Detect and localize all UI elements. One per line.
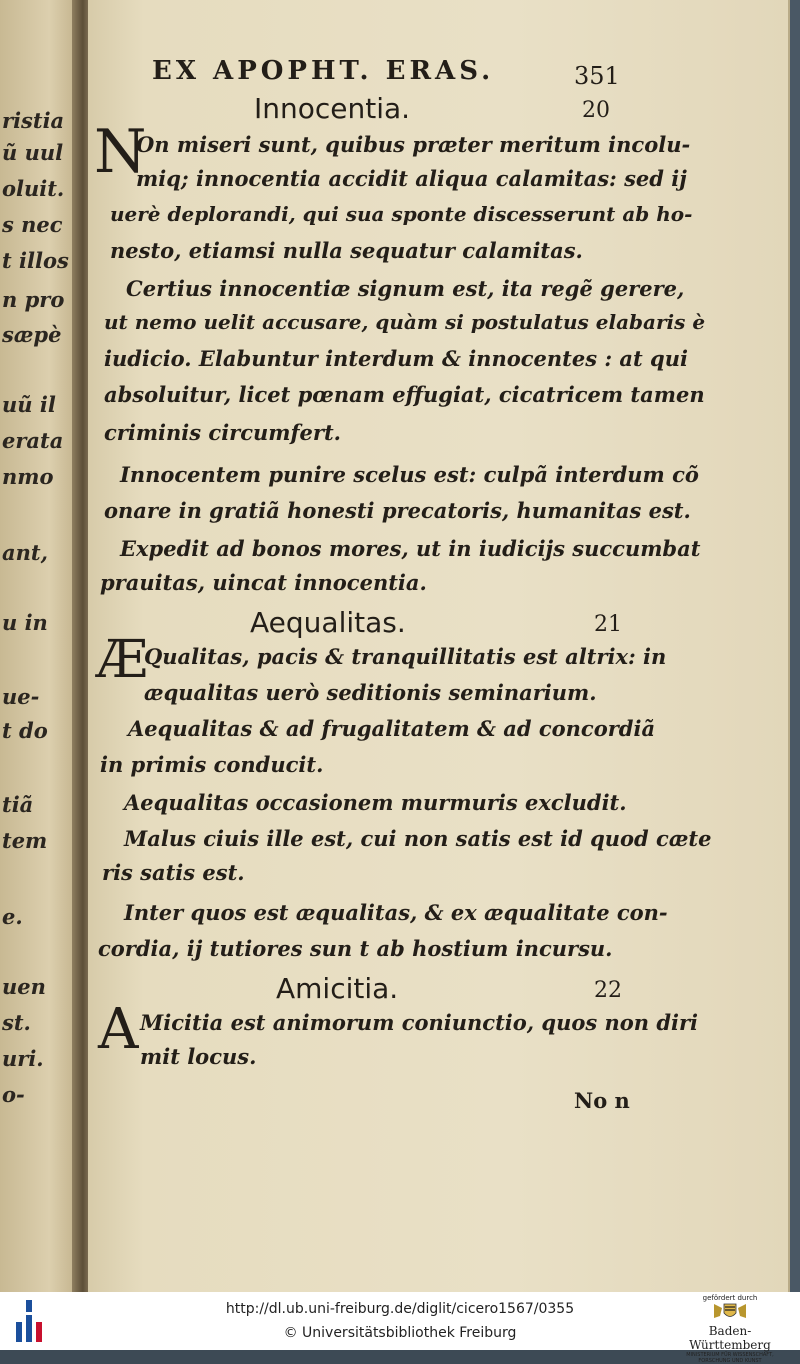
left-fragment: ristia xyxy=(2,108,65,133)
left-fragment: u in xyxy=(2,610,48,635)
text-line: Expedit ad bonos mores, ut in iudicijs succumbat xyxy=(120,536,701,561)
left-fragment: tiã xyxy=(2,792,34,817)
text-line: onare in gratiã honesti precatoris, humanitas est. xyxy=(104,498,691,523)
left-fragment: uũ il xyxy=(2,392,56,417)
text-line: nesto, etiamsi nulla sequatur calamitas. xyxy=(110,238,583,263)
text-line: miq; innocentia accidit aliqua calamitas: sed ij xyxy=(136,166,687,191)
coat-of-arms-icon xyxy=(710,1302,750,1320)
copyright-text: © Universitätsbibliothek Freiburg xyxy=(283,1325,517,1341)
text-line: Qualitas, pacis & tranquillitatis est altrix: in xyxy=(144,644,667,669)
left-fragment: o- xyxy=(2,1082,25,1107)
left-fragment: ant, xyxy=(2,540,48,565)
text-line: in primis conducit. xyxy=(100,752,324,777)
text-line: Aequalitas occasionem murmuris excludit. xyxy=(124,790,627,815)
text-line: prauitas, uincat innocentia. xyxy=(100,570,427,595)
section-title: Amicitia. xyxy=(276,972,399,1005)
text-line: mit locus. xyxy=(140,1044,257,1069)
text-line: Certius innocentiæ signum est, ita regẽ gerere, xyxy=(126,276,685,301)
left-fragment: erata xyxy=(2,428,64,453)
text-line: cordia, ij tutiores sun t ab hostium incursu. xyxy=(98,936,613,961)
page-url-link[interactable]: http://dl.ub.uni-freiburg.de/diglit/cicero1567/0355 xyxy=(225,1301,575,1317)
left-fragment: s nec xyxy=(2,212,63,237)
text-line: On miseri sunt, quibus præter meritum incolu- xyxy=(136,132,691,157)
left-fragment: e. xyxy=(2,904,23,929)
text-line: æqualitas uerò seditionis seminarium. xyxy=(144,680,597,705)
text-line: uerè deplorandi, qui sua sponte discesserunt ab ho- xyxy=(110,202,693,226)
text-line: absoluitur, licet pœnam effugiat, cicatricem tamen xyxy=(104,382,705,407)
sponsor-logo xyxy=(670,1294,790,1364)
text-line: criminis circumfert. xyxy=(104,420,341,445)
text-line: Innocentem punire scelus est: culpã interdum cõ xyxy=(120,462,699,487)
left-page-edge xyxy=(0,0,82,1292)
left-fragment: st. xyxy=(2,1010,31,1035)
section-number: 21 xyxy=(594,612,622,637)
drop-cap: A xyxy=(98,997,139,1062)
text-line: Inter quos est æqualitas, & ex æqualitate con- xyxy=(124,900,668,925)
drop-cap: Æ xyxy=(96,630,149,690)
left-fragment: tem xyxy=(2,828,48,853)
section-title: Innocentia. xyxy=(254,92,411,125)
section-number: 22 xyxy=(594,978,622,1003)
running-head: EX APOPHT. ERAS. xyxy=(152,56,495,86)
text-line: iudicio. Elabuntur interdum & innocentes : at qui xyxy=(104,346,688,371)
sponsor-label: gefördert durch xyxy=(702,1294,758,1302)
page-number: 351 xyxy=(574,62,620,90)
catchword: No n xyxy=(574,1088,630,1113)
drop-cap: N xyxy=(94,117,147,187)
text-line: ris satis est. xyxy=(102,860,245,885)
section-title: Aequalitas. xyxy=(250,606,406,639)
right-page xyxy=(88,0,790,1292)
text-line: Aequalitas & ad frugalitatem & ad concordiã xyxy=(128,716,656,741)
sponsor-ministry: MINISTERIUM FÜR WISSENSCHAFT, FORSCHUNG UND KUNST xyxy=(686,1352,774,1364)
left-fragment: ũ uul xyxy=(2,140,64,165)
text-line: ut nemo uelit accusare, quàm si postulatus elabaris è xyxy=(104,310,706,334)
text-line: Micitia est animorum coniunctio, quos non diri xyxy=(140,1010,699,1035)
left-fragment: n pro xyxy=(2,287,65,312)
sponsor-name: Baden-Württemberg xyxy=(689,1324,771,1352)
viewer-footer xyxy=(0,1292,800,1364)
text-line: Malus ciuis ille est, cui non satis est id quod cæte xyxy=(124,826,712,851)
left-fragment: t illos xyxy=(2,248,69,273)
left-fragment: ue- xyxy=(2,684,40,709)
left-fragment: uri. xyxy=(2,1046,44,1071)
left-fragment: t do xyxy=(2,718,48,743)
section-number: 20 xyxy=(582,98,610,123)
left-fragment: oluit. xyxy=(2,176,65,201)
left-fragment: nmo xyxy=(2,464,54,489)
left-fragment: sæpè xyxy=(2,322,62,347)
left-fragment: uen xyxy=(2,974,46,999)
